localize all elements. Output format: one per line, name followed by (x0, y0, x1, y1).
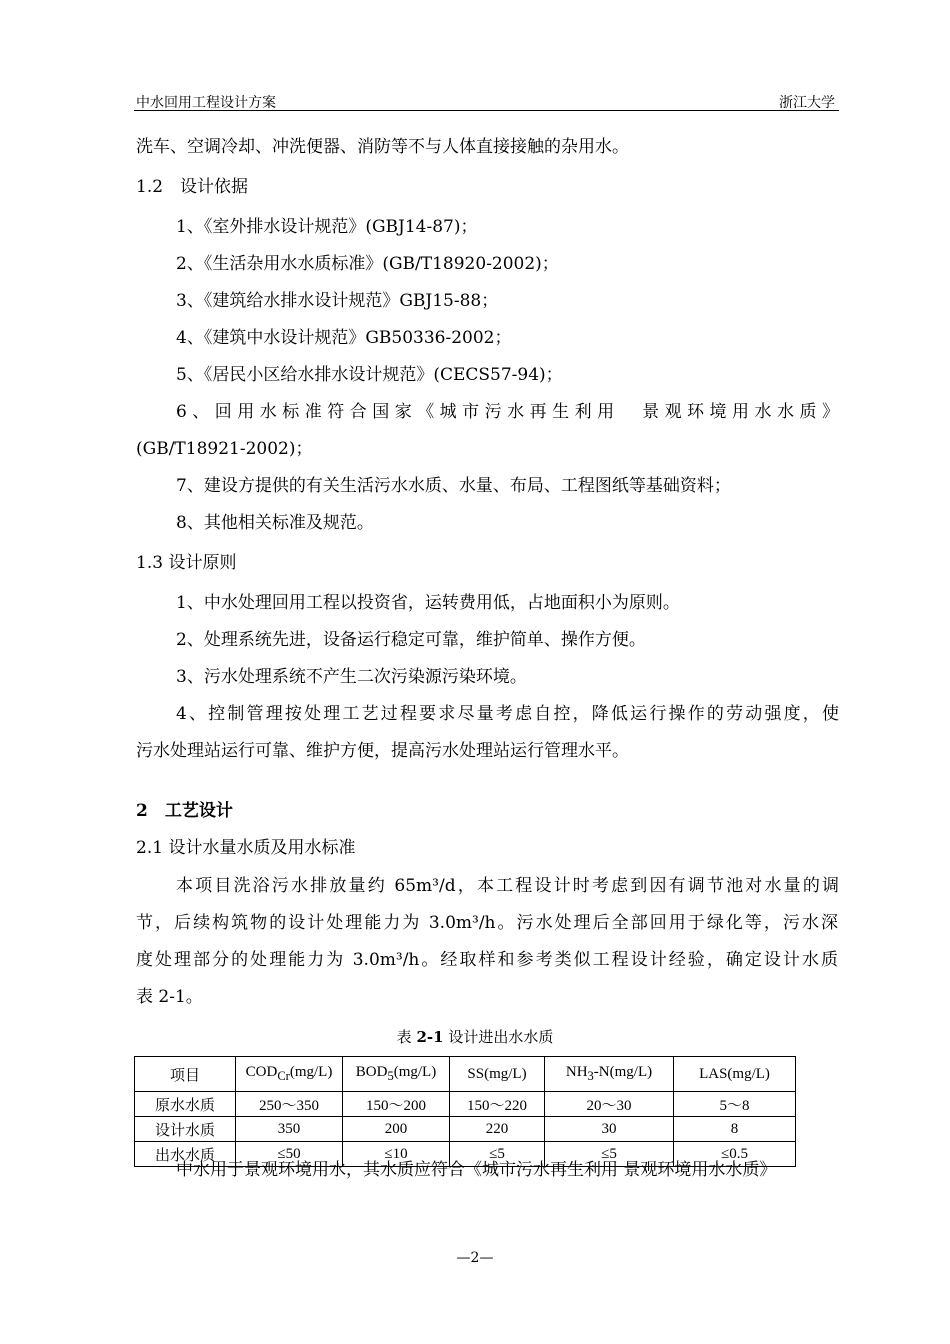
table-cell: 150～200 (343, 1092, 450, 1117)
table-cell: 30 (545, 1117, 674, 1142)
table-cell: 350 (236, 1117, 343, 1142)
header-title: 中水回用工程设计方案 (136, 95, 276, 111)
basis-item-7: 7、建设方提供的有关生活污水水质、水量、布局、工程图纸等基础资料； (176, 476, 731, 496)
basis-item-8: 8、其他相关标准及规范。 (176, 513, 374, 533)
basis-item-4: 4、《建筑中水设计规范》GB50336-2002； (176, 328, 512, 348)
water-quality-table (134, 1056, 796, 1167)
table-cell: 200 (343, 1117, 450, 1142)
principle-1: 1、中水处理回用工程以投资省，运转费用低，占地面积小为原则。 (176, 593, 680, 613)
section-1-2-heading: 1.2 设计依据 (136, 177, 249, 197)
table-cell: ≤5 (545, 1142, 674, 1167)
table-header-row (135, 1057, 796, 1092)
table-cell: 150～220 (450, 1092, 545, 1117)
intro-line: 洗车、空调冷却、冲洗便器、消防等不与人体直接接触的杂用水。 (136, 137, 629, 157)
col-cod: $COD_{Cr}(mg/L)$ (236, 1057, 343, 1092)
section-2-1-heading: 2.1 设计水量水质及用水标准 (136, 838, 356, 858)
body-line-3: 度处理部分的处理能力为 3.0m³/h。经取样和参考类似工程设计经验，确定设计水质 (136, 950, 838, 970)
table-cell: 设计水质 (135, 1117, 236, 1142)
table-cell: 220 (450, 1117, 545, 1142)
principle-4-line1: 4、控制管理按处理工艺过程要求尽量考虑自控，降低运行操作的劳动强度，使 (176, 704, 839, 724)
basis-item-3: 3、《建筑给水排水设计规范》GBJ15-88； (176, 291, 499, 311)
section-2-heading: 2 工艺设计 (136, 801, 233, 821)
basis-item-2: 2、《生活杂用水水质标准》(GB/T18920-2002)； (176, 254, 559, 274)
table-caption: 表 2-1 设计进出水水质 (396, 1028, 554, 1046)
basis-item-6-line1: 6、回用水标准符合国家《城市污水再生利用 景观环境用水水质》 (176, 402, 839, 422)
col-nh3n: $NH_3-N(mg/L)$ (545, 1057, 674, 1092)
table-cell: ≤50 (236, 1142, 343, 1167)
header-rule (134, 110, 839, 111)
table-cell: 250～350 (236, 1092, 343, 1117)
table-row (135, 1092, 796, 1117)
body-line-2: 节，后续构筑物的设计处理能力为 3.0m³/h。污水处理后全部回用于绿化等，污水深 (136, 913, 838, 933)
table-cell: 8 (674, 1117, 796, 1142)
principle-3: 3、污水处理系统不产生二次污染源污染环境。 (176, 667, 527, 687)
table-cell: 20～30 (545, 1092, 674, 1117)
table-cell: 原水水质 (135, 1092, 236, 1117)
table-cell: ≤10 (343, 1142, 450, 1167)
col-las: LAS(mg/L) (674, 1057, 796, 1092)
table-cell: ≤5 (450, 1142, 545, 1167)
col-ss: SS(mg/L) (450, 1057, 545, 1092)
col-item: 项目 (135, 1057, 236, 1092)
principle-2: 2、处理系统先进，设备运行稳定可靠，维护简单、操作方便。 (176, 630, 646, 650)
col-bod: $BOD_5(mg/L)$ (343, 1057, 450, 1092)
page-number: —2— (456, 1250, 494, 1266)
table-row (135, 1117, 796, 1142)
body-line-1: 本项目洗浴污水排放量约 65m³/d，本工程设计时考虑到因有调节池对水量的调 (176, 876, 839, 896)
after-table-line: 中水用于景观环境用水，其水质应符合《城市污水再生利用 景观环境用水水质》 (176, 1160, 777, 1180)
basis-item-5: 5、《居民小区给水排水设计规范》(CECS57-94)； (176, 365, 563, 385)
header-org: 浙江大学 (779, 95, 835, 111)
section-1-3-heading: 1.3 设计原则 (136, 553, 237, 573)
table-cell: 5～8 (674, 1092, 796, 1117)
basis-item-6-line2: (GB/T18921-2002)； (136, 439, 313, 459)
body-line-4: 表 2-1。 (136, 987, 203, 1007)
table-cell: ≤0.5 (674, 1142, 796, 1167)
table-cell: 出水水质 (135, 1142, 236, 1167)
principle-4-line2: 污水处理站运行可靠、维护方便，提高污水处理站运行管理水平。 (136, 741, 629, 761)
basis-item-1: 1、《室外排水设计规范》(GBJ14-87)； (176, 217, 478, 237)
